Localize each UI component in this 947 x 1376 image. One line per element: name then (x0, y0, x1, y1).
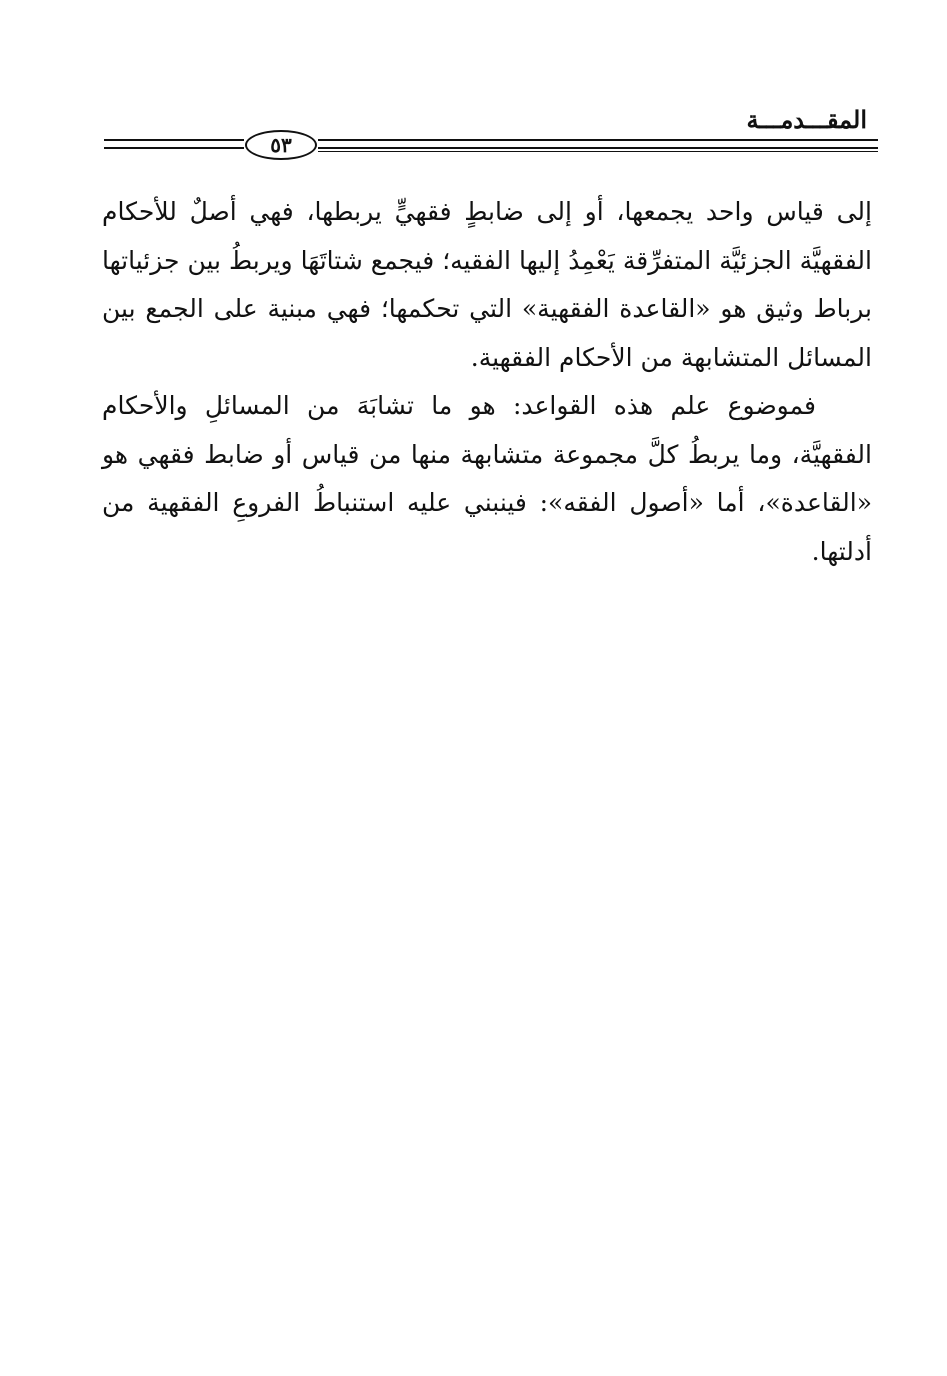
header-rule-right (318, 139, 878, 149)
header-rule-left (104, 139, 244, 149)
running-head-title: المقـــدمـــة (746, 105, 867, 134)
header-rule (104, 130, 878, 164)
paragraph-1: إلى قياس واحد يجمعها، أو إلى ضابطٍ فقهيٍّ يربطها، فهي أصلٌ للأحكام الفقهيَّة الجزئيَّة المتفرِّقة يَعْمِدُ إليها الفقيه؛ فيجمع شتاتَهَا ويربطُ بين جزئياتها برباط وثيق هو «القاعدة الفقهية» التي تحكمها؛ فهي مبنية على الجمع بين المسائل المتشابهة من الأحكام الفقهية. (102, 197, 872, 372)
body-text (102, 188, 872, 576)
paragraph-2: فموضوع علم هذه القواعد: هو ما تشابَهَ من المسائلِ والأحكام الفقهيَّة، وما يربطُ كلَّ مجموعة متشابهة منها من قياس أو ضابط فقهي هو «القاعدة»، أما «أصول الفقه»: فينبني عليه استنباطُ الفروعِ الفقهية من أدلتها. (102, 391, 872, 566)
page-number: ٥٣ (245, 130, 317, 160)
